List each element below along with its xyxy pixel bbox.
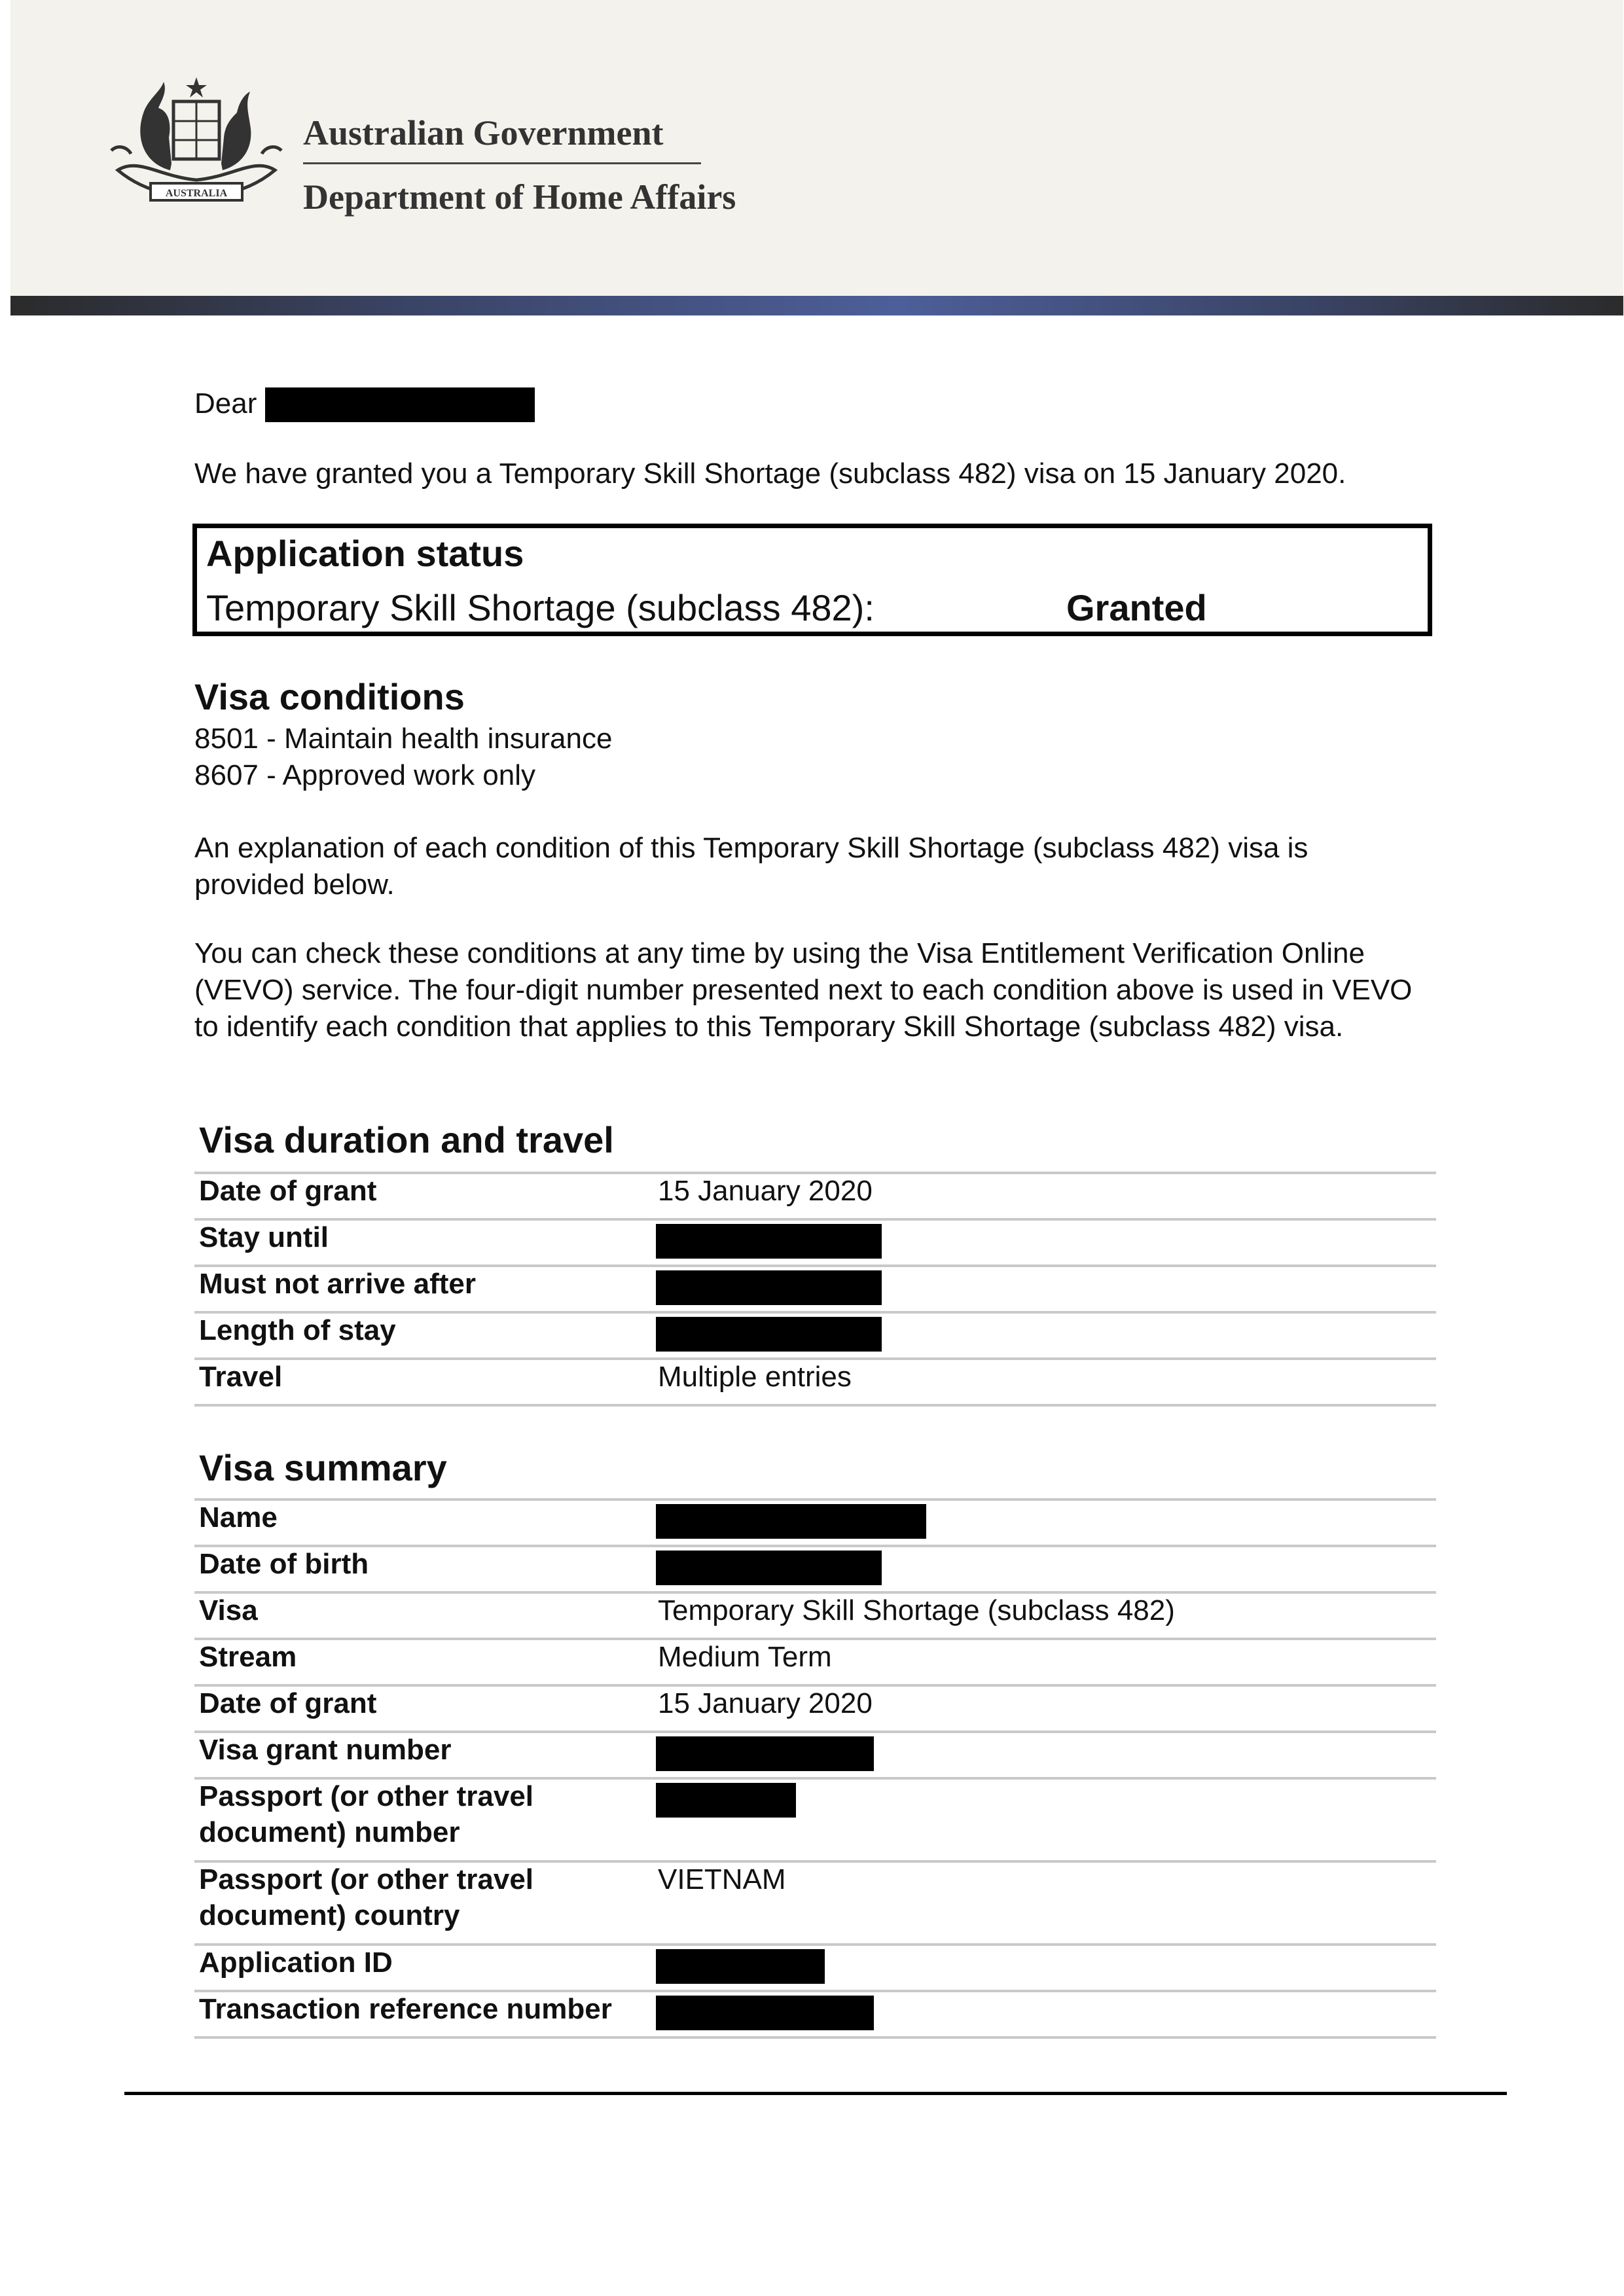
table-row-value: Multiple entries [658, 1361, 852, 1393]
redacted-value [656, 1996, 874, 2030]
table-row-label: Date of grant [199, 1687, 377, 1719]
table-row-label: Date of grant [199, 1175, 377, 1207]
redacted-value [656, 1317, 882, 1352]
redacted-value [656, 1783, 796, 1818]
table-row-label: Length of stay [199, 1314, 396, 1346]
application-status-visa: Temporary Skill Shortage (subclass 482): [206, 587, 875, 628]
table-row-value: 15 January 2020 [658, 1687, 873, 1719]
department-name: Department of Home Affairs [303, 177, 736, 217]
coat-of-arms-icon [98, 72, 295, 223]
application-status-title: Application status [206, 533, 524, 574]
footer-divider [124, 2092, 1507, 2095]
table-divider [194, 2036, 1436, 2039]
table-row-label: Passport (or other travel document) country [199, 1863, 534, 1931]
table-row-label: Visa [199, 1594, 258, 1626]
header-divider [303, 162, 701, 164]
redacted-value [656, 1551, 882, 1585]
visa-summary-title: Visa summary [199, 1447, 447, 1488]
table-row-label: Passport (or other travel document) number [199, 1780, 534, 1848]
table-row-label: Stream [199, 1641, 297, 1673]
table-row-label: Application ID [199, 1946, 393, 1979]
table-row-label: Stay until [199, 1221, 329, 1253]
grant-sentence: We have granted you a Temporary Skill Shortage (subclass 482) visa on 15 January 2020. [194, 457, 1346, 490]
visa-conditions-title: Visa conditions [194, 676, 465, 717]
condition-item: 8607 - Approved work only [194, 759, 535, 791]
salutation: Dear [194, 387, 257, 420]
visa-duration-title: Visa duration and travel [199, 1119, 614, 1160]
svg-text:AUSTRALIA: AUSTRALIA [165, 188, 228, 199]
condition-item: 8501 - Maintain health insurance [194, 723, 613, 755]
table-divider [194, 1545, 1436, 1547]
table-row-label: Must not arrive after [199, 1268, 476, 1300]
table-row-label: Visa grant number [199, 1734, 452, 1766]
government-name: Australian Government [303, 113, 664, 152]
application-status-value: Granted [1066, 587, 1207, 628]
table-row-value: Temporary Skill Shortage (subclass 482) [658, 1594, 1175, 1626]
table-row-label: Date of birth [199, 1548, 369, 1580]
table-divider [194, 1218, 1436, 1221]
vevo-paragraph: You can check these conditions at any time by using the Visa Entitlement Verification Online (VEVO) service. The four-digit number presented next to each condition above is used in VEVO to identify each condition that applies to this Temporary Skill Shortage (subclass 482) visa. [194, 937, 1413, 1043]
application-status-box [192, 524, 1432, 636]
redacted-recipient-name [265, 387, 535, 422]
table-row-value: 15 January 2020 [658, 1175, 873, 1207]
letterhead-bar [10, 296, 1623, 315]
redacted-value [656, 1270, 882, 1305]
table-row-value: VIETNAM [658, 1863, 786, 1895]
redacted-value [656, 1224, 882, 1259]
conditions-explanation: An explanation of each condition of this Temporary Skill Shortage (subclass 482) visa is provided below. [194, 832, 1308, 901]
redacted-value [656, 1504, 926, 1539]
table-row-label: Name [199, 1501, 278, 1534]
table-row-label: Transaction reference number [199, 1993, 612, 2025]
table-row-label: Travel [199, 1361, 283, 1393]
redacted-value [656, 1949, 825, 1984]
table-divider [194, 1404, 1436, 1407]
table-row-value: Medium Term [658, 1641, 832, 1673]
table-divider [194, 1498, 1436, 1501]
redacted-value [656, 1736, 874, 1771]
